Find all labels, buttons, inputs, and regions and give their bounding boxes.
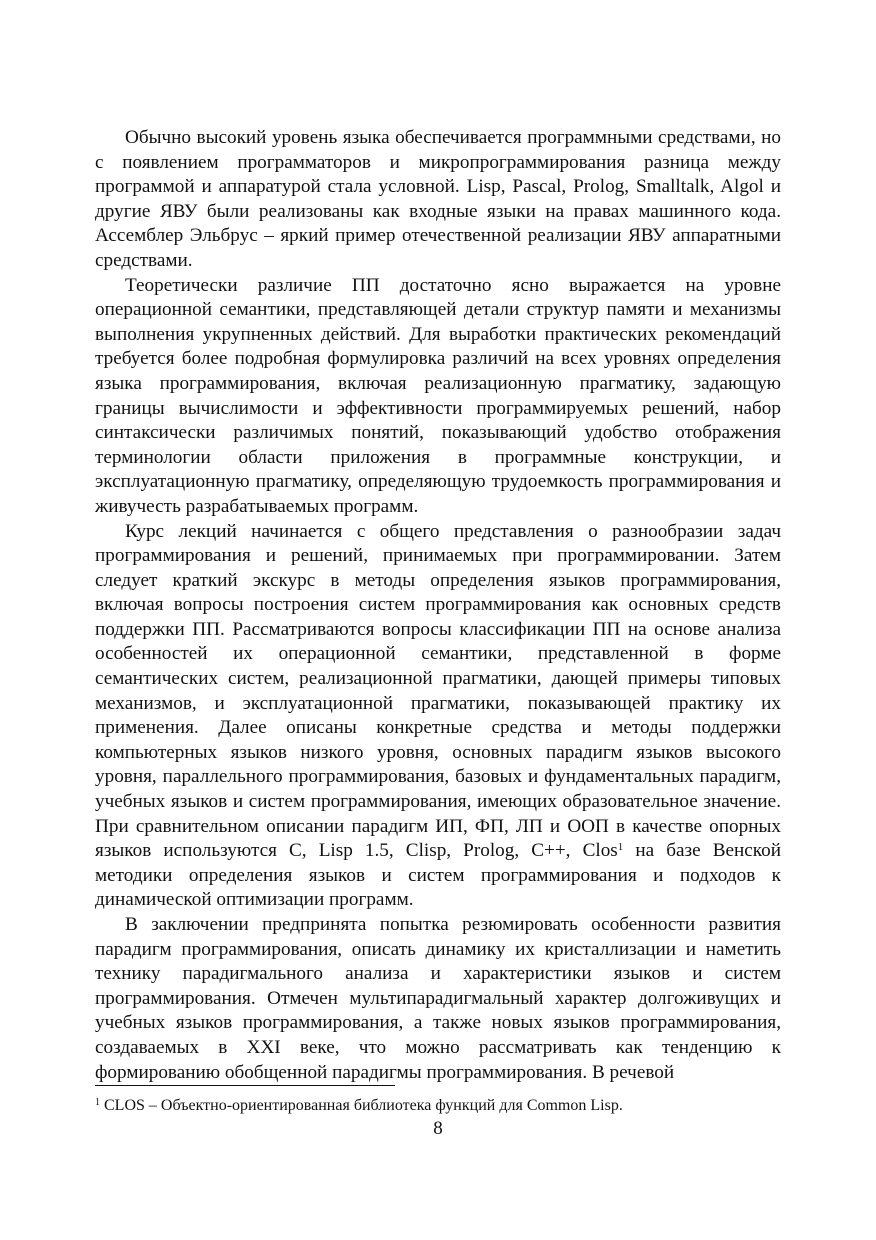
body-text — [95, 126, 781, 1085]
footnote — [95, 1096, 781, 1116]
paragraph-1: Обычно высокий уровень языка обеспечивается программными средствами, но с появлением программаторов и микропрограммирования разница между программой и аппаратурой стала условной. Lisp, Pascal, Prolog, Smalltalk, Algol и другие ЯВУ были реализованы как входные языки на правах машинного кода. Ассемблер Эльбрус – яркий пример отечественной реализации ЯВУ аппаратными средствами. — [95, 127, 781, 271]
footnote-reference: 1 — [617, 841, 624, 854]
paragraph-2: Теоретически различие ПП достаточно ясно выражается на уровне операционной семантики, представляющей детали структур памяти и механизмы выполнения укрупненных действий. Для выработки практических рекомендаций требуется более подробная формулировка различий на всех уровнях определения языка программирования, включая реализационную прагматику, задающую границы вычислимости и эффективности программируемых решений, набор синтаксически различимых понятий, показывающий удобство отображения терминологии области приложения в программные конструкции, и эксплуатационную прагматику, определяющую трудоемкость программирования и живучесть разрабатываемых программ. — [95, 274, 781, 517]
footnote-divider — [95, 1085, 395, 1086]
paragraph-4: В заключении предпринята попытка резюмировать особенности развития парадигм программирования, описать динамику их кристаллизации и наметить технику парадигмального анализа и характеристики языков и систем программирования. Отмечен мультипарадигмальный характер долгоживущих и учебных языков программирования, а также новых языков программирования, создаваемых в XXI веке, что можно рассматривать как тенденцию к формированию обобщенной парадигмы программирования. В речевой — [95, 914, 781, 1083]
paragraph-3 — [95, 520, 781, 914]
paragraph-3-continuation: на базе Венской методики определения языков и систем программирования и подходов к динамической оптимизации программ. — [95, 840, 782, 911]
footnote-mark: 1 — [95, 1097, 100, 1108]
paragraph-3-text: Курс лекций начинается с общего представления о разнообразии задач программирования и решений, принимаемых при программировании. Затем следует краткий экскурс в методы определения языков программирования, включая вопросы построения систем программирования как основных средств поддержки ПП. Рассматриваются вопросы классификации ПП на основе анализа особенностей их операционной семантики, представленной в форме семантических систем, реализационной прагматики, дающей примеры типовых механизмов, и эксплуатационной прагматики, показывающей практику их применения. Далее описаны конкретные средства и методы поддержки компьютерных языков низкого уровня, основных парадигм языков высокого уровня, параллельного программирования, базовых и фундаментальных парадигм, учебных языков и систем программирования, имеющих образовательное значение. При сравнительном описании парадигм ИП, ФП, ЛП и ООП в качестве опорных языков используются C, Lisp 1.5, Clisp, Prolog, C++, Clos — [95, 520, 781, 862]
page-number: 8 — [433, 1118, 443, 1139]
footnote-text: CLOS – Объектно-ориентированная библиотека функций для Common Lisp. — [100, 1097, 623, 1114]
